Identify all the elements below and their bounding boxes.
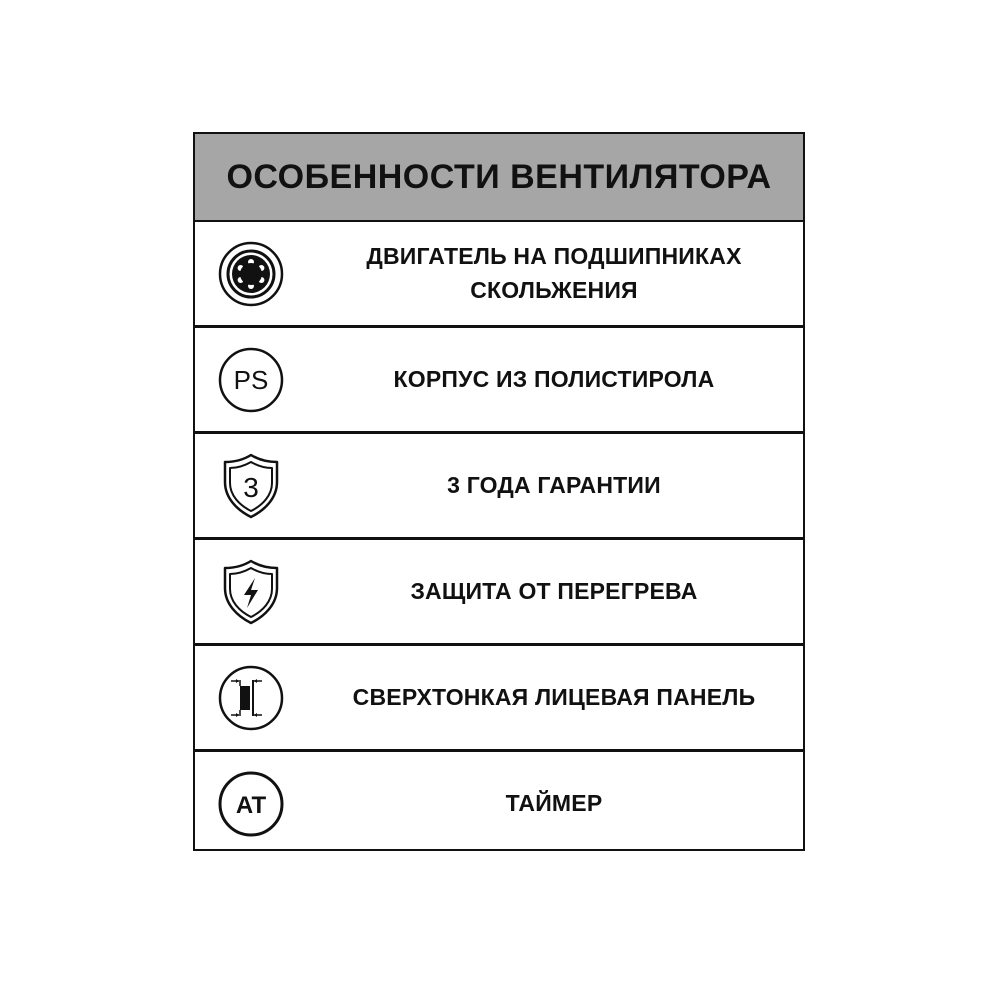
feature-label: ДВИГАТЕЛЬ НА ПОДШИПНИКАХ СКОЛЬЖЕНИЯ <box>366 243 742 303</box>
feature-label: КОРПУС ИЗ ПОЛИСТИРОЛА <box>393 365 715 392</box>
feature-label: 3 ГОДА ГАРАНТИИ <box>447 471 661 498</box>
feature-label: ЗАЩИТА ОТ ПЕРЕГРЕВА <box>410 577 698 604</box>
features-list <box>195 222 803 855</box>
features-title: ОСОБЕННОСТИ ВЕНТИЛЯТОРА <box>226 157 772 196</box>
feature-label: ТАЙМЕР <box>505 789 603 816</box>
features-header <box>195 134 803 222</box>
features-card <box>193 132 805 851</box>
ps-icon-text: PS <box>233 364 269 395</box>
at-icon <box>217 770 285 838</box>
shield-3-icon-text: 3 <box>243 471 259 503</box>
feature-row-timer <box>195 752 803 855</box>
feature-label: СВЕРХТОНКАЯ ЛИЦЕВАЯ ПАНЕЛЬ <box>352 683 756 710</box>
ps-icon <box>217 346 285 414</box>
feature-row-ps <box>195 328 803 434</box>
at-icon-text: AT <box>235 791 267 819</box>
feature-row-bearing <box>195 222 803 328</box>
feature-row-thin-panel <box>195 646 803 752</box>
feature-row-overheat <box>195 540 803 646</box>
bearing-icon <box>217 240 285 308</box>
shield-lightning-icon <box>217 558 285 626</box>
feature-row-warranty <box>195 434 803 540</box>
shield-3-icon <box>217 452 285 520</box>
thin-panel-icon <box>217 664 285 732</box>
